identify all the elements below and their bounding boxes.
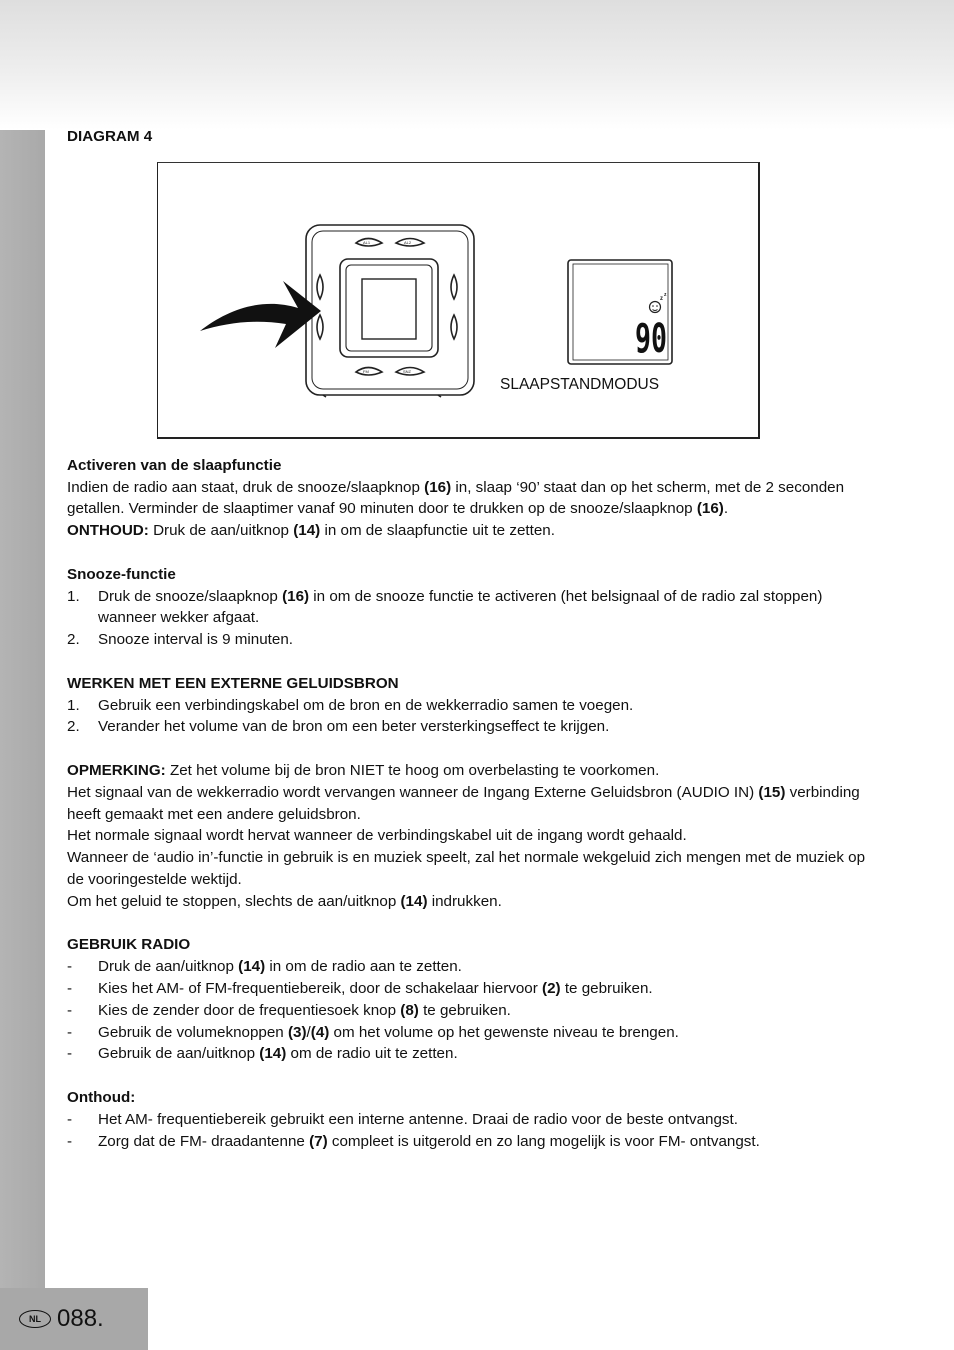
list-marker: - bbox=[67, 958, 73, 976]
list-marker: - bbox=[67, 1132, 73, 1150]
text-run: Verander het volume van de bron om een beter versterkingseffect te krijgen. bbox=[98, 718, 610, 736]
text-run: in om de radio aan te zetten. bbox=[265, 958, 462, 976]
text-run: verbinding heeft gemaakt met een andere geluidsbron. bbox=[67, 783, 860, 823]
section-heading: WERKEN MET EEN EXTERNE GELUIDSBRON bbox=[67, 674, 399, 692]
section bbox=[67, 760, 882, 913]
text-run: om de radio uit te zetten. bbox=[286, 1045, 458, 1063]
list-text bbox=[98, 586, 882, 630]
list-text bbox=[98, 1131, 882, 1153]
text-run: Snooze interval is 9 minuten. bbox=[98, 631, 294, 649]
bold-text: (16) bbox=[282, 587, 310, 605]
list-marker: 1. bbox=[67, 696, 80, 714]
text-run: . bbox=[723, 500, 729, 518]
text-run: Zet het volume bij de bron NIET te hoog om overbelasting te voorkomen. bbox=[165, 761, 660, 779]
list-marker: 1. bbox=[67, 587, 80, 605]
text-run: Om het geluid te stoppen, slechts de aan/uitknop bbox=[67, 892, 401, 910]
paragraph bbox=[67, 825, 882, 847]
bold-text: (16) bbox=[424, 478, 452, 496]
paragraph bbox=[67, 760, 882, 782]
page-content bbox=[67, 126, 882, 1152]
text-run: in, slaap ‘90’ staat dan op het scherm, met de 2 seconden getallen. Verminder de slaaptimer vanaf 90 minuten door te drukken op de snooze/slaapknop bbox=[67, 478, 845, 518]
text-run: te gebruiken. bbox=[418, 1001, 511, 1019]
text-run: Gebruik de volumeknoppen bbox=[98, 1023, 288, 1041]
list-item bbox=[67, 695, 882, 717]
section bbox=[67, 673, 882, 738]
text-run: Druk de aan/uitknop bbox=[148, 522, 294, 540]
bold-text: ONTHOUD: bbox=[67, 522, 149, 540]
text-run: in om de slaapfunctie uit te zetten. bbox=[320, 522, 555, 540]
list-text bbox=[98, 629, 882, 651]
text-run: Kies het AM- of FM-frequentiebereik, door de schakelaar hiervoor bbox=[98, 979, 543, 997]
list-item bbox=[67, 1109, 882, 1131]
paragraph bbox=[67, 782, 882, 826]
text-run: Indien de radio aan staat, druk de snooze/slaapknop bbox=[67, 478, 425, 496]
text-run: te gebruiken. bbox=[560, 979, 653, 997]
section-heading: Snooze-functie bbox=[67, 565, 176, 583]
list-text bbox=[98, 1000, 882, 1022]
text-run: om het volume op het gewenste niveau te brengen. bbox=[329, 1023, 679, 1041]
text-run: Gebruik de aan/uitknop bbox=[98, 1045, 260, 1063]
text-run: indrukken. bbox=[427, 892, 502, 910]
diagram-caption: SLAAPSTANDMODUS bbox=[500, 375, 660, 393]
arrow-icon bbox=[200, 281, 321, 348]
diagram-figure bbox=[157, 162, 760, 439]
bold-text: (3) bbox=[287, 1023, 307, 1041]
list-item bbox=[67, 586, 882, 630]
lcd-digits: 90 bbox=[635, 315, 667, 362]
list-marker: 2. bbox=[67, 718, 80, 736]
list-item bbox=[67, 1022, 882, 1044]
bold-text: (14) bbox=[238, 958, 266, 976]
list-text bbox=[98, 1022, 882, 1044]
paragraph bbox=[67, 477, 882, 521]
text-run: in om de snooze functie te activeren (het belsignaal of de radio zal stoppen) wanneer wekker afgaat. bbox=[98, 587, 823, 627]
list-item bbox=[67, 978, 882, 1000]
list-marker: - bbox=[67, 979, 73, 997]
text-run: compleet is uitgerold en zo lang mogelijk is voor FM- ontvangst. bbox=[327, 1132, 760, 1150]
text-run: Het AM- frequentiebereik gebruikt een interne antenne. Draai de radio voor de beste ontvangst. bbox=[98, 1110, 738, 1128]
bold-text: OPMERKING: bbox=[67, 761, 166, 779]
list-item bbox=[67, 716, 882, 738]
bold-text: (2) bbox=[542, 979, 561, 997]
header-band bbox=[0, 0, 954, 130]
sleep-z-icon bbox=[660, 292, 667, 302]
list-text bbox=[98, 695, 882, 717]
section bbox=[67, 934, 882, 1065]
list-text bbox=[98, 978, 882, 1000]
svg-text:FM: FM bbox=[363, 368, 369, 374]
list-item bbox=[67, 956, 882, 978]
clock-radio-illustration bbox=[158, 163, 761, 440]
text-run: / bbox=[306, 1023, 311, 1041]
radio-device bbox=[306, 225, 474, 397]
list-text bbox=[98, 1109, 882, 1131]
bold-text: (14) bbox=[293, 522, 321, 540]
language-badge: NL bbox=[19, 1310, 51, 1328]
page-number-box bbox=[0, 1288, 148, 1350]
bold-text: (7) bbox=[309, 1132, 328, 1150]
button-labels bbox=[363, 240, 412, 374]
page-number: 088. bbox=[57, 1305, 104, 1332]
bold-text: (15) bbox=[758, 783, 786, 801]
list-marker: - bbox=[67, 1023, 73, 1041]
section bbox=[67, 455, 882, 542]
svg-text:z: z bbox=[664, 291, 667, 298]
section-heading: GEBRUIK RADIO bbox=[67, 936, 191, 954]
list-marker: - bbox=[67, 1001, 73, 1019]
text-run: Kies de zender door de frequentiesoek knop bbox=[98, 1001, 401, 1019]
list-item bbox=[67, 1000, 882, 1022]
bold-text: (14) bbox=[259, 1045, 287, 1063]
list-marker: 2. bbox=[67, 631, 80, 649]
list-text bbox=[98, 716, 882, 738]
bold-text: (16) bbox=[696, 500, 724, 518]
section bbox=[67, 1087, 882, 1152]
list-text bbox=[98, 1043, 882, 1065]
text-run: Het normale signaal wordt hervat wanneer de verbindingskabel uit de ingang wordt gehaald. bbox=[67, 827, 687, 845]
paragraph bbox=[67, 520, 882, 542]
svg-text:AL2: AL2 bbox=[404, 239, 412, 245]
text-run: Het signaal van de wekkerradio wordt vervangen wanneer de Ingang Externe Geluidsbron (AUDIO IN) bbox=[67, 783, 759, 801]
bold-text: (14) bbox=[400, 892, 428, 910]
list-marker: - bbox=[67, 1110, 73, 1128]
svg-text:AL1: AL1 bbox=[363, 239, 371, 245]
diagram-title: DIAGRAM 4 bbox=[67, 128, 153, 145]
svg-text:SNZ: SNZ bbox=[403, 368, 411, 374]
side-bar bbox=[0, 130, 45, 1350]
section bbox=[67, 564, 882, 651]
bold-text: (8) bbox=[400, 1001, 419, 1019]
bold-text: (4) bbox=[310, 1023, 330, 1041]
text-run: Druk de aan/uitknop bbox=[98, 958, 239, 976]
list-item bbox=[67, 629, 882, 651]
paragraph bbox=[67, 847, 882, 891]
paragraph bbox=[67, 891, 882, 913]
text-run: Druk de snooze/slaapknop bbox=[98, 587, 283, 605]
section-heading: Activeren van de slaapfunctie bbox=[67, 456, 282, 474]
svg-text:z: z bbox=[660, 295, 663, 302]
text-run: Gebruik een verbindingskabel om de bron en de wekkerradio samen te voegen. bbox=[98, 696, 634, 714]
list-item bbox=[67, 1131, 882, 1153]
list-item bbox=[67, 1043, 882, 1065]
section-heading: Onthoud: bbox=[67, 1088, 136, 1106]
text-sections bbox=[67, 455, 882, 1153]
list-text bbox=[98, 956, 882, 978]
list-marker: - bbox=[67, 1045, 73, 1063]
text-run: Wanneer de ‘audio in’-functie in gebruik is en muziek speelt, zal het normale wekgeluid zich mengen met de muziek op de vooringestelde wektijd. bbox=[67, 849, 866, 888]
text-run: Zorg dat de FM- draadantenne bbox=[98, 1132, 310, 1150]
